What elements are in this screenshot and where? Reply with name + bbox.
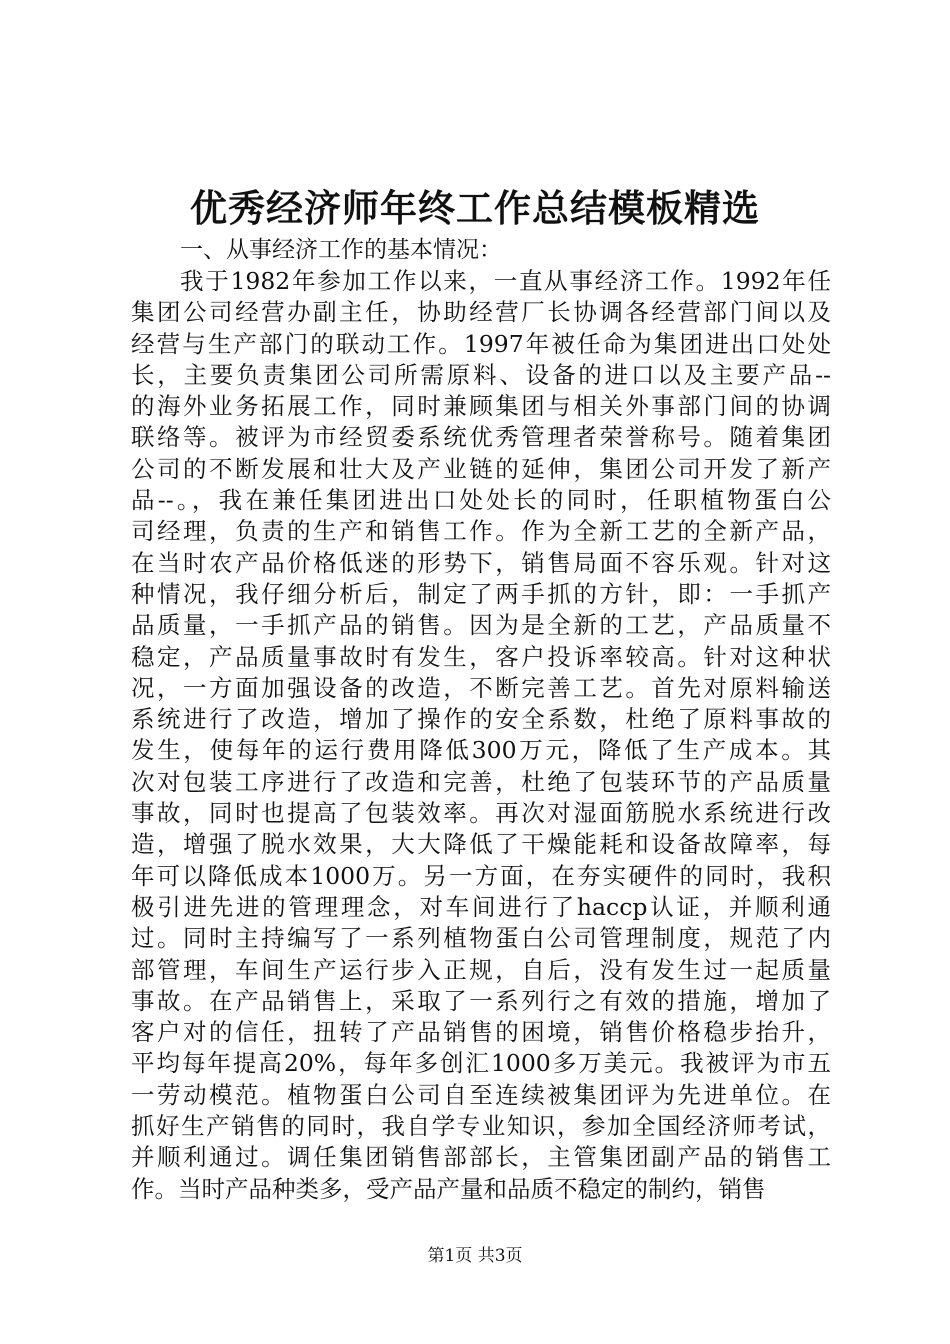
body-line: 品质量，一手抓产品的销售。因为是全新的工艺，产品质量不 (131, 611, 831, 640)
body-line: 作。当时产品种类多，受产品产量和品质不稳定的制约，销售 (131, 1174, 766, 1203)
body-line: 年可以降低成本1000万。另一方面，在夯实硬件的同时，我积 (131, 861, 831, 890)
body-line: 种情况，我仔细分析后，制定了两手抓的方针，即：一手抓产 (131, 579, 831, 608)
body-line: 经营与生产部门的联动工作。1997年被任命为集团进出口处处 (131, 329, 831, 358)
body-line: 在当时农产品价格低迷的形势下，销售局面不容乐观。针对这 (131, 548, 831, 577)
body-line: 况，一方面加强设备的改造，不断完善工艺。首先对原料输送 (131, 673, 831, 702)
body-line: 并顺利通过。调任集团销售部部长，主管集团副产品的销售工 (131, 1143, 831, 1172)
body-line: 发生，使每年的运行费用降低300万元，降低了生产成本。其 (131, 736, 831, 765)
body-line: 一劳动模范。植物蛋白公司自至连续被集团评为先进单位。在 (131, 1080, 831, 1109)
body-line: 极引进先进的管理理念，对车间进行了haccp认证，并顺利通 (131, 892, 831, 921)
section-heading: 一、从事经济工作的基本情况： (180, 237, 502, 263)
body-line: 长，主要负责集团公司所需原料、设备的进口以及主要产品-- (131, 360, 831, 389)
body-line: 系统进行了改造，增加了操作的安全系数，杜绝了原料事故的 (131, 705, 831, 734)
body-line: 司经理，负责的生产和销售工作。作为全新工艺的全新产品， (131, 517, 831, 546)
body-line: 品--。，我在兼任集团进出口处处长的同时，任职植物蛋白公 (131, 486, 831, 515)
body-line: 造，增强了脱水效果，大大降低了干燥能耗和设备故障率，每 (131, 830, 831, 859)
body-line: 我于1982年参加工作以来，一直从事经济工作。1992年任 (180, 267, 831, 295)
body-line: 客户对的信任，扭转了产品销售的困境，销售价格稳步抬升， (131, 1018, 831, 1047)
body-line: 集团公司经营办副主任，协助经营厂长协调各经营部门间以及 (131, 298, 831, 327)
page-title: 优秀经济师年终工作总结模板精选 (190, 186, 760, 230)
body-paragraph (131, 266, 831, 1205)
body-line: 的海外业务拓展工作，同时兼顾集团与相关外事部门间的协调 (131, 392, 831, 421)
body-line: 稳定，产品质量事故时有发生，客户投诉率较高。针对这种状 (131, 642, 831, 671)
body-line: 抓好生产销售的同时，我自学专业知识，参加全国经济师考试， (131, 1112, 831, 1141)
body-line: 过。同时主持编写了一系列植物蛋白公司管理制度，规范了内 (131, 924, 831, 953)
body-line: 事故，同时也提高了包装效率。再次对湿面筋脱水系统进行改 (131, 799, 831, 828)
body-line: 部管理，车间生产运行步入正规，自后，没有发生过一起质量 (131, 955, 831, 984)
body-line: 次对包装工序进行了改造和完善，杜绝了包装环节的产品质量 (131, 767, 831, 796)
page-footer: 第1页 共3页 (427, 1246, 523, 1266)
body-line: 事故。在产品销售上，采取了一系列行之有效的措施，增加了 (131, 986, 831, 1015)
body-line: 公司的不断发展和壮大及产业链的延伸，集团公司开发了新产 (131, 454, 831, 483)
body-line: 联络等。被评为市经贸委系统优秀管理者荣誉称号。随着集团 (131, 423, 831, 452)
body-line: 平均每年提高20%，每年多创汇1000多万美元。我被评为市五 (131, 1049, 831, 1078)
